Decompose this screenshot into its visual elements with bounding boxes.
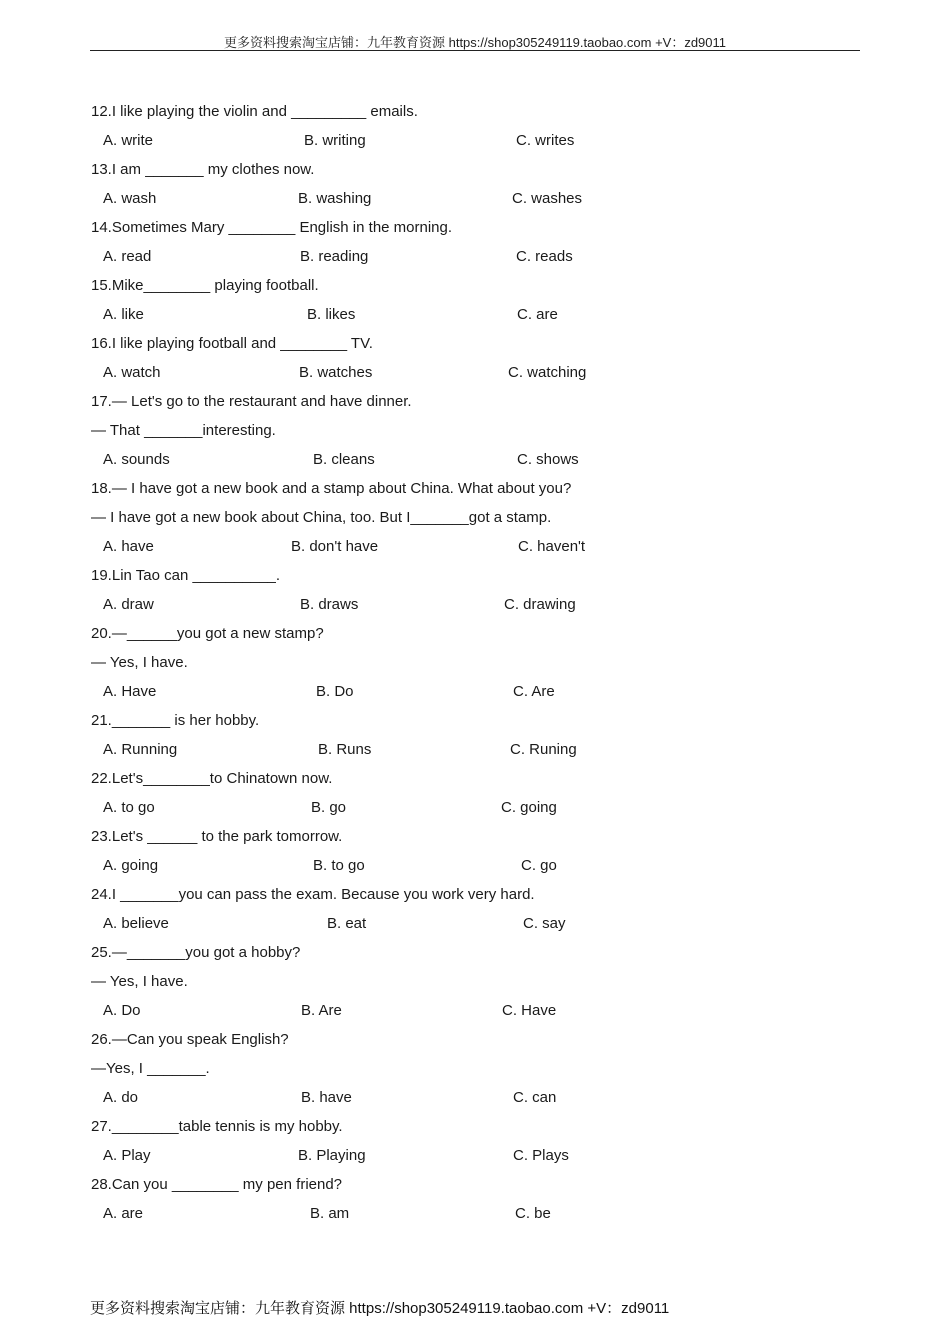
question-dialogue-line: — Yes, I have.: [91, 973, 188, 990]
option-b[interactable]: B. draws: [300, 596, 359, 613]
option-b[interactable]: B. don't have: [291, 538, 379, 555]
page-header: 更多资料搜索淘宝店铺：九年教育资源 https://shop305249119.taobao.com +V：zd9011: [223, 35, 727, 50]
question-stem: 27.________table tennis is my hobby.: [91, 1118, 343, 1135]
option-c[interactable]: C. are: [517, 306, 558, 323]
option-row: [91, 912, 861, 941]
option-c[interactable]: C. Runing: [510, 741, 577, 758]
question-stem: 26.—Can you speak English?: [91, 1031, 289, 1048]
option-row: [91, 1086, 861, 1115]
question-stem: 18.— I have got a new book and a stamp about China. What about you?: [91, 480, 572, 497]
option-c[interactable]: C. Are: [513, 683, 555, 700]
header-divider: [90, 50, 860, 51]
question-dialogue-line: —Yes, I _______.: [91, 1060, 210, 1077]
option-row: [91, 1202, 861, 1231]
option-c[interactable]: C. drawing: [504, 596, 576, 613]
option-row: [91, 738, 861, 767]
option-c[interactable]: C. writes: [516, 132, 575, 149]
question-stem: 19.Lin Tao can __________.: [91, 567, 281, 584]
option-row: [91, 448, 861, 477]
question-stem: 23.Let's ______ to the park tomorrow.: [91, 828, 343, 845]
option-a[interactable]: A. to go: [103, 799, 155, 816]
option-a[interactable]: A. have: [103, 538, 154, 555]
option-b[interactable]: B. go: [311, 799, 347, 816]
option-b[interactable]: B. Do: [316, 683, 354, 700]
option-row: [91, 129, 861, 158]
option-row: [91, 245, 861, 274]
question-list: [91, 100, 861, 1231]
option-a[interactable]: A. are: [103, 1205, 144, 1222]
page-footer: 更多资料搜索淘宝店铺：九年教育资源 https://shop305249119.taobao.com +V：zd9011: [90, 1300, 670, 1317]
option-a[interactable]: A. Play: [103, 1147, 151, 1164]
question-stem: 24.I _______you can pass the exam. Because you work very hard.: [91, 886, 535, 903]
question-stem: 25.—_______you got a hobby?: [91, 944, 301, 961]
option-a[interactable]: A. draw: [103, 596, 154, 613]
option-b[interactable]: B. washing: [298, 190, 372, 207]
option-a[interactable]: A. sounds: [103, 451, 170, 468]
option-c[interactable]: C. can: [513, 1089, 557, 1106]
option-a[interactable]: A. read: [103, 248, 152, 265]
question-stem: 12.I like playing the violin and _________ emails.: [91, 103, 418, 120]
option-c[interactable]: C. go: [521, 857, 557, 874]
option-b[interactable]: B. cleans: [313, 451, 375, 468]
option-c[interactable]: C. shows: [517, 451, 579, 468]
option-row: [91, 1144, 861, 1173]
option-row: [91, 999, 861, 1028]
question-stem: 13.I am _______ my clothes now.: [91, 161, 315, 178]
question-stem: 17.— Let's go to the restaurant and have dinner.: [91, 393, 412, 410]
option-row: [91, 854, 861, 883]
option-b[interactable]: B. to go: [313, 857, 365, 874]
option-b[interactable]: B. Runs: [318, 741, 372, 758]
option-c[interactable]: C. haven't: [518, 538, 586, 555]
question-stem: 28.Can you ________ my pen friend?: [91, 1176, 343, 1193]
option-a[interactable]: A. like: [103, 306, 144, 323]
option-a[interactable]: A. wash: [103, 190, 157, 207]
option-c[interactable]: C. Plays: [513, 1147, 569, 1164]
option-b[interactable]: B. Are: [301, 1002, 342, 1019]
question-dialogue-line: — Yes, I have.: [91, 654, 188, 671]
option-a[interactable]: A. do: [103, 1089, 139, 1106]
question-stem: 15.Mike________ playing football.: [91, 277, 319, 294]
option-c[interactable]: C. Have: [502, 1002, 557, 1019]
option-row: [91, 303, 861, 332]
option-c[interactable]: C. reads: [516, 248, 573, 265]
option-row: [91, 680, 861, 709]
option-row: [91, 361, 861, 390]
question-dialogue-line: — I have got a new book about China, too. But I_______got a stamp.: [91, 509, 552, 526]
question-stem: 16.I like playing football and ________ TV.: [91, 335, 373, 352]
option-c[interactable]: C. washes: [512, 190, 583, 207]
option-b[interactable]: B. reading: [300, 248, 369, 265]
question-stem: 22.Let's________to Chinatown now.: [91, 770, 333, 787]
option-b[interactable]: B. have: [301, 1089, 352, 1106]
option-a[interactable]: A. watch: [103, 364, 161, 381]
option-row: [91, 535, 861, 564]
option-row: [91, 187, 861, 216]
option-a[interactable]: A. write: [103, 132, 154, 149]
option-c[interactable]: C. say: [523, 915, 566, 932]
option-c[interactable]: C. going: [501, 799, 557, 816]
option-b[interactable]: B. am: [310, 1205, 350, 1222]
option-a[interactable]: A. Do: [103, 1002, 141, 1019]
option-a[interactable]: A. Running: [103, 741, 178, 758]
option-b[interactable]: B. eat: [327, 915, 367, 932]
option-row: [91, 796, 861, 825]
option-b[interactable]: B. watches: [299, 364, 373, 381]
option-row: [91, 593, 861, 622]
option-a[interactable]: A. believe: [103, 915, 169, 932]
option-a[interactable]: A. Have: [103, 683, 157, 700]
option-b[interactable]: B. likes: [307, 306, 356, 323]
option-b[interactable]: B. Playing: [298, 1147, 366, 1164]
option-a[interactable]: A. going: [103, 857, 159, 874]
option-b[interactable]: B. writing: [304, 132, 366, 149]
option-c[interactable]: C. watching: [508, 364, 587, 381]
question-stem: 14.Sometimes Mary ________ English in the morning.: [91, 219, 453, 236]
question-stem: 21._______ is her hobby.: [91, 712, 260, 729]
option-c[interactable]: C. be: [515, 1205, 551, 1222]
question-dialogue-line: — That _______interesting.: [91, 422, 276, 439]
question-stem: 20.—______you got a new stamp?: [91, 625, 324, 642]
